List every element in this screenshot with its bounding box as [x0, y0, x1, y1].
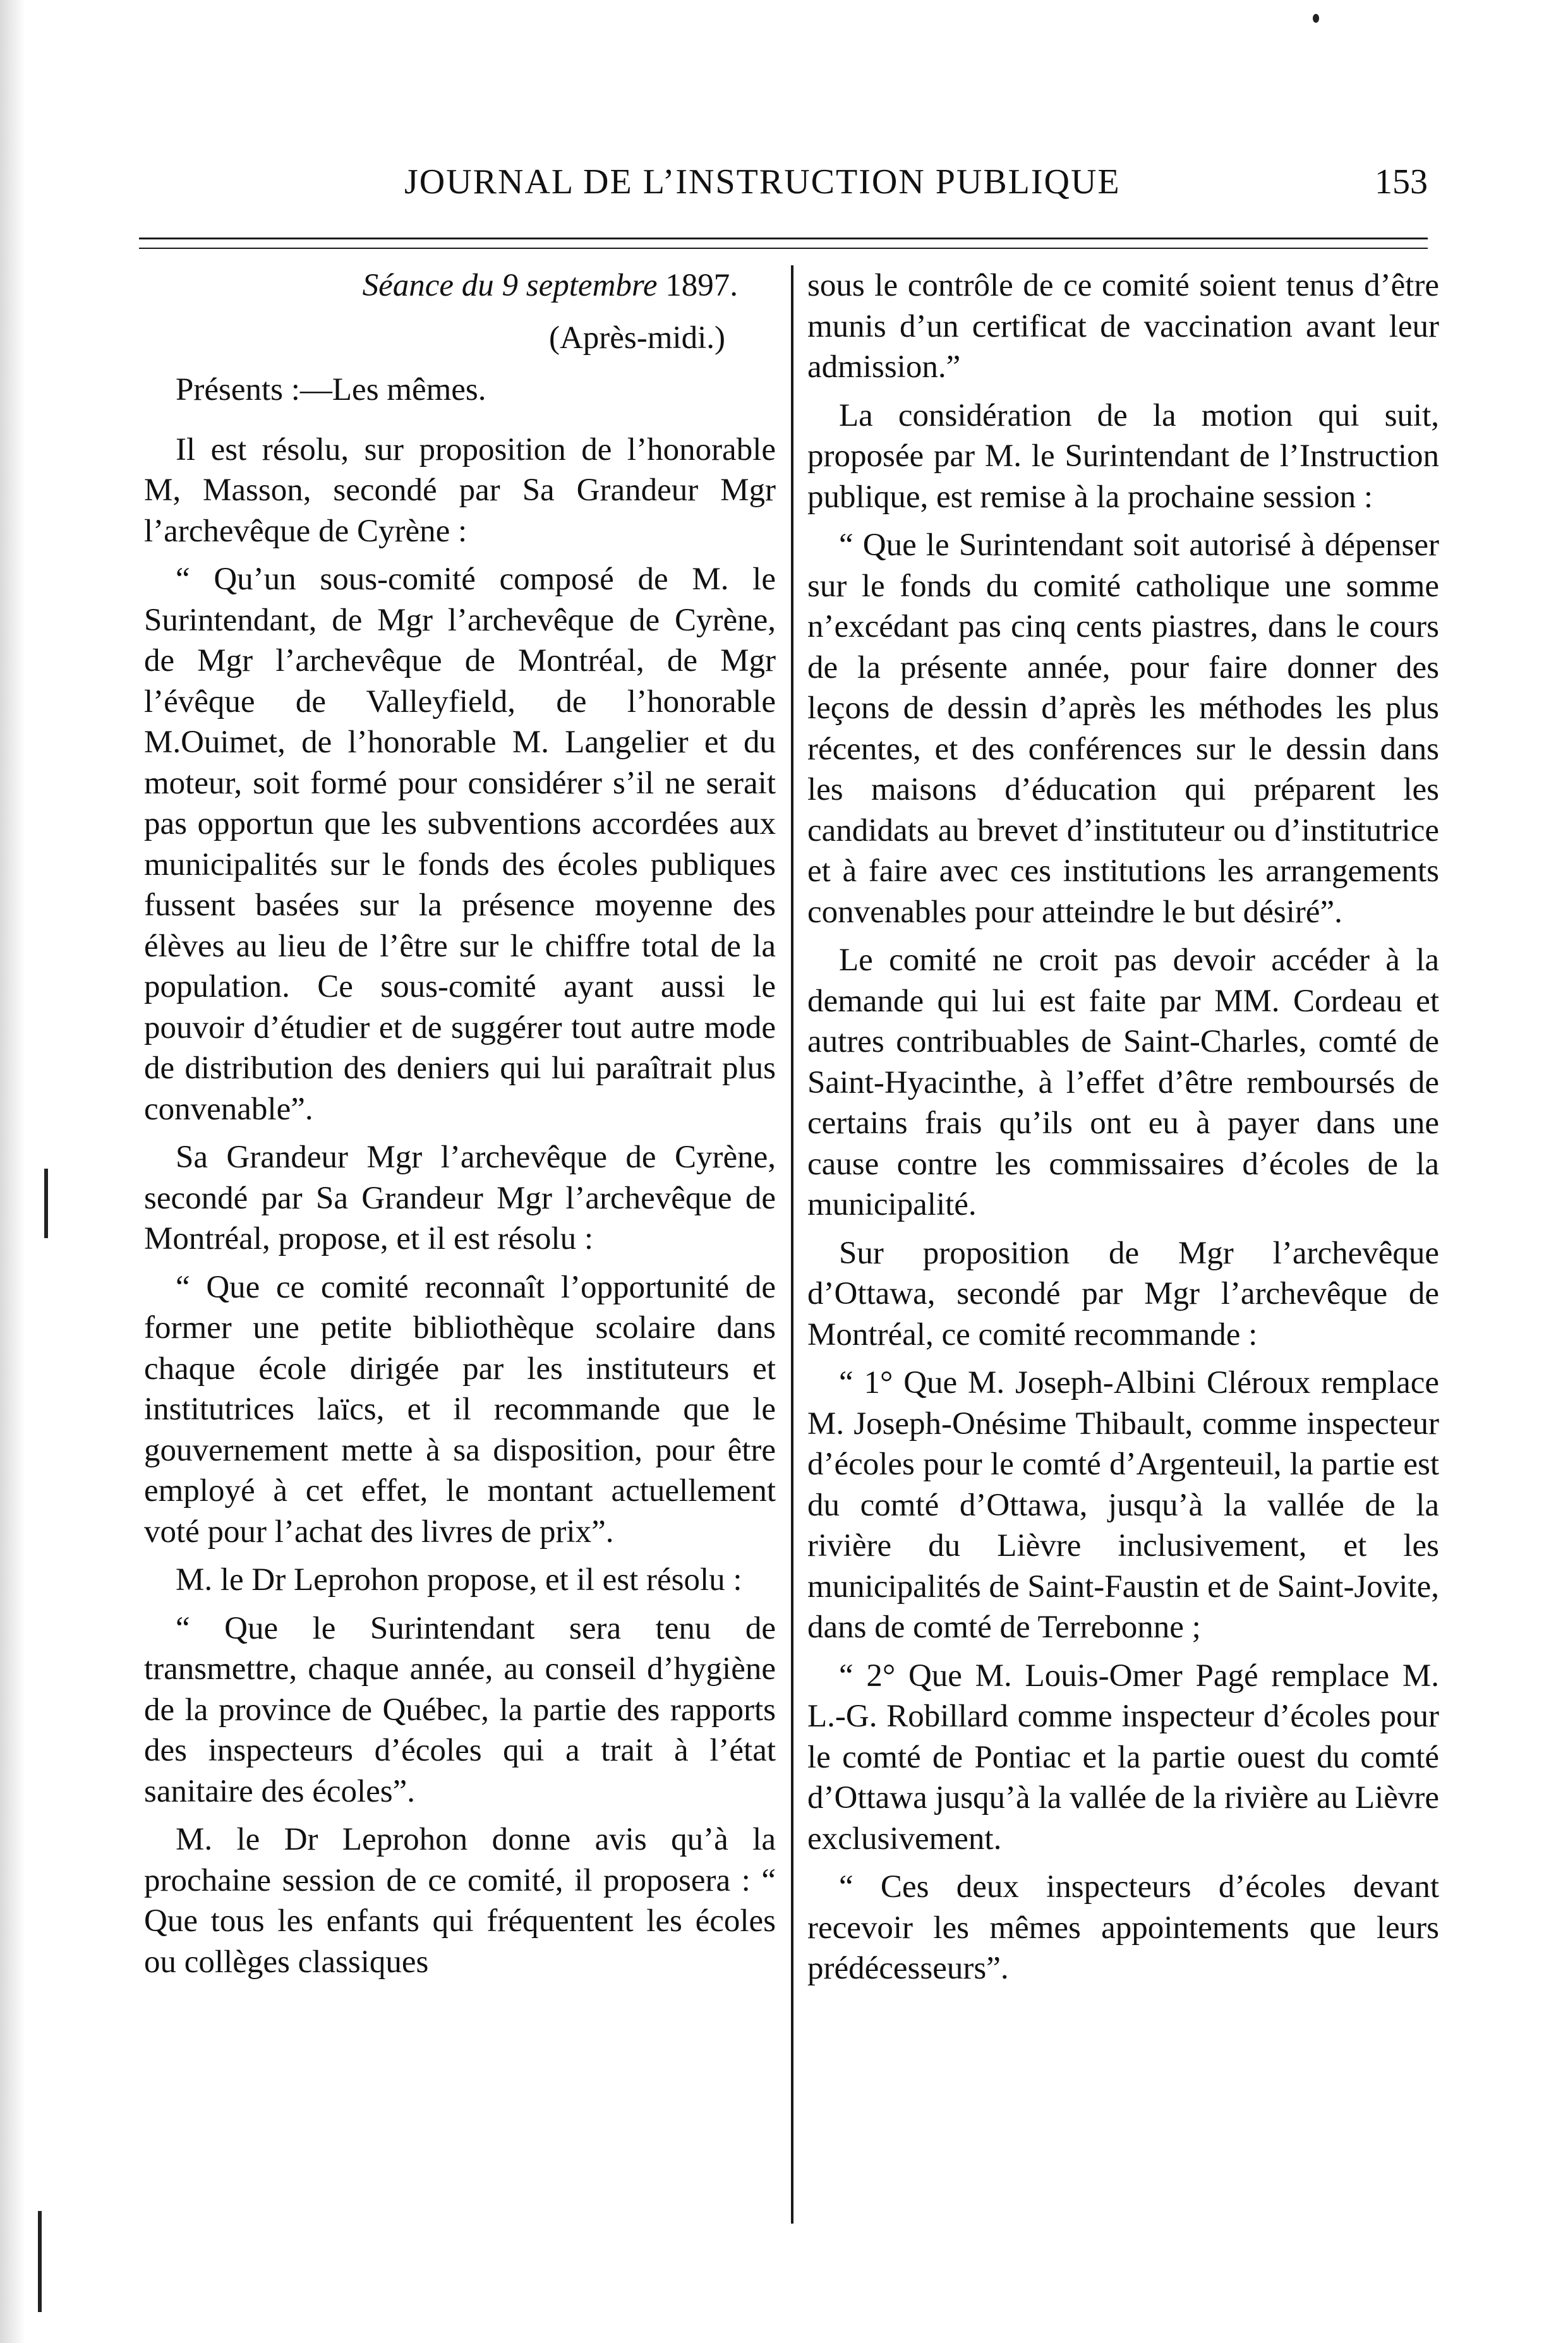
- paragraph: Sur proposition de Mgr l’archevêque d’Ottawa, secondé par Mgr l’archevêque de Montréal, ce comité recommande :: [807, 1235, 1439, 1352]
- paragraph: M. le Dr Leprohon propose, et il est résolu :: [176, 1562, 742, 1598]
- seance-year: 1897.: [665, 268, 738, 303]
- speck: [1313, 14, 1319, 23]
- running-header: [139, 149, 1428, 206]
- paragraph: “ 1° Que M. Joseph-Albini Cléroux remplace M. Joseph-Onésime Thibault, comme inspecteur d’écoles pour le comté d’Argenteuil, la partie est du comté d’Ottawa, jusqu’à la vallée de la rivière du Lièvre inclusivement, et les municipalités de Saint-Faustin et de Saint-Jovite, dans de comté de Terrebonne ;: [807, 1365, 1440, 1645]
- presents-line: Présents :—Les mêmes.: [176, 372, 486, 407]
- page-number: 153: [1375, 162, 1428, 202]
- right-column: [807, 265, 1439, 1997]
- paragraph: sous le contrôle de ce comité soient tenus d’être munis d’un certificat de vaccination avant leur admission.”: [807, 268, 1439, 385]
- session-label: (Après-midi.): [548, 320, 725, 356]
- paragraph: “ Ces deux inspecteurs d’écoles devant recevoir les mêmes appointements que leurs prédécesseurs”.: [807, 1869, 1439, 1986]
- paragraph: “ Que le Surintendant sera tenu de transmettre, chaque année, au conseil d’hygiène de la province de Québec, la partie des rapports des inspecteurs d’écoles qui a trait à l’état sanitaire des écoles”.: [144, 1610, 776, 1809]
- paragraph: “ Qu’un sous-comité composé de M. le Surintendant, de Mgr l’archevêque de Cyrène, de Mgr l’archevêque de Montréal, de Mgr l’évêque de Valleyfield, de l’honorable M.Ouimet, de l’honorable M. Langelier et du moteur, soit formé pour considérer s’il ne serait pas opportun que les subventions accordées aux municipalités sur le fonds des écoles publiques fussent basées sur la présence moyenne des élèves au lieu de l’être sur le chiffre total de la population. Ce sous-comité ayant aussi le pouvoir d’étudier et de suggérer tout autre mode de distribution des deniers qui lui paraîtrait plus convenable”.: [144, 562, 776, 1127]
- header-rule-top: [139, 238, 1428, 239]
- seance-label: Séance du 9 septembre: [362, 268, 658, 303]
- paragraph: Il est résolu, sur proposition de l’honorable M, Masson, secondé par Sa Grandeur Mgr l’archevêque de Cyrène :: [144, 431, 776, 549]
- left-column: [144, 265, 776, 1990]
- paragraph: “ Que le Surintendant soit autorisé à dépenser sur le fonds du comité catholique une somme n’excédant pas cinq cents piastres, dans le cours de la présente année, pour faire donner des leçons de dessin d’après les méthodes les plus récentes, et des conférences sur le dessin dans les maisons d’éducation qui préparent les candidats au brevet d’instituteur ou d’institutrice et à faire avec ces institutions les arrangements convenables pour atteindre le but désiré”.: [807, 527, 1439, 930]
- journal-title: JOURNAL DE L’INSTRUCTION PUBLIQUE: [404, 162, 1121, 202]
- scan-mark: [44, 1169, 48, 1238]
- scan-mark: [38, 2211, 42, 2312]
- column-divider: [791, 265, 793, 2224]
- page-edge-shadow: [0, 0, 25, 2343]
- paragraph: “ 2° Que M. Louis-Omer Pagé remplace M. L.-G. Robillard comme inspecteur d’écoles pour le comté de Pontiac et la partie ouest du comté d’Ottawa jusqu’à la vallée de la rivière au Lièvre exclusivement.: [807, 1658, 1439, 1857]
- header-rule-bottom: [139, 248, 1428, 249]
- paragraph: Le comité ne croit pas devoir accéder à la demande qui lui est faite par MM. Cordeau et autres contribuables de Saint-Charles, comté de Saint-Hyacinthe, à l’effet d’être remboursés de certains frais qu’ils ont eu à payer dans une cause contre les commissaires d’écoles de la municipalité.: [807, 943, 1439, 1222]
- paragraph: M. le Dr Leprohon donne avis qu’à la prochaine session de ce comité, il proposera : “ Que tous les enfants qui fréquentent les écoles ou collèges classiques: [144, 1822, 776, 1980]
- paragraph: Sa Grandeur Mgr l’archevêque de Cyrène, secondé par Sa Grandeur Mgr l’archevêque de Montréal, propose, et il est résolu :: [144, 1140, 776, 1256]
- seance-heading: [144, 265, 776, 306]
- paragraph: “ Que ce comité reconnaît l’opportunité de former une petite bibliothèque scolaire dans chaque école dirigée par les instituteurs et institutrices laïcs, et il recommande que le gouvernement mette à sa disposition, pour être employé à cet effet, le montant actuellement voté pour l’achat des livres de prix”.: [144, 1269, 776, 1550]
- paragraph: La considération de la motion qui suit, proposée par M. le Surintendant de l’Instruction publique, est remise à la prochaine session :: [807, 397, 1439, 515]
